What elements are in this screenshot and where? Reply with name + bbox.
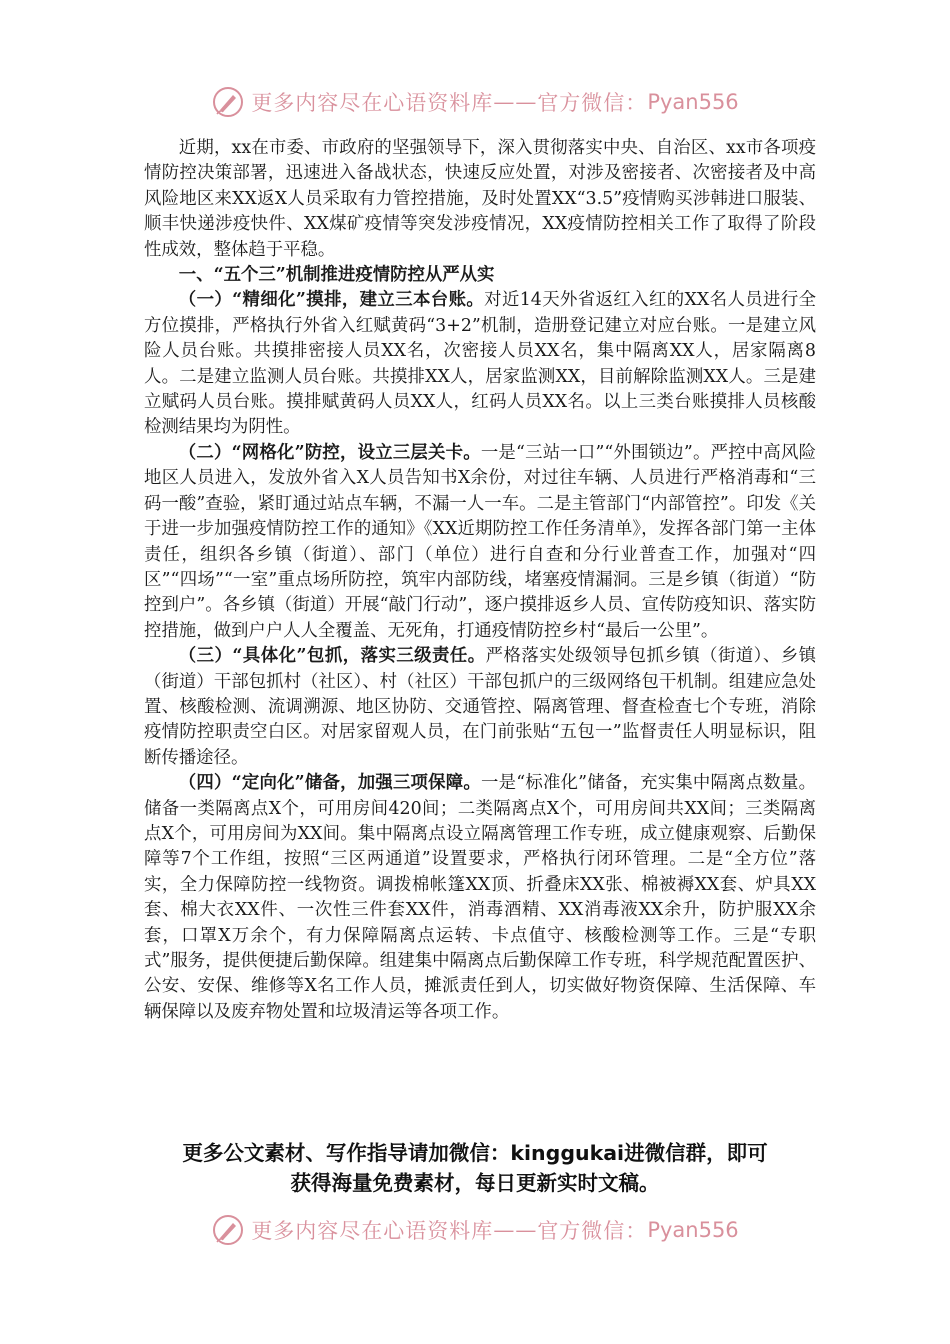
pen-circle-logo-icon bbox=[211, 1213, 245, 1247]
item-lead-1: （一）“精细化”摸排，建立三本台账。 bbox=[178, 290, 485, 311]
pen-circle-logo-icon bbox=[211, 85, 245, 119]
item-paragraph-4 bbox=[144, 771, 816, 1025]
banner-main-text: 更多内容尽在心语资料库 bbox=[251, 1219, 494, 1243]
item-lead-2: （二）“网格化”防控，设立三层关卡。 bbox=[178, 442, 481, 463]
banner-main-text: 更多内容尽在心语资料库 bbox=[251, 91, 494, 115]
item-lead-3: （三）“具体化”包抓，落实三级责任。 bbox=[178, 646, 486, 667]
banner-dash: —— bbox=[493, 1218, 538, 1242]
promo-notice bbox=[120, 1138, 830, 1198]
item-paragraph-1 bbox=[144, 288, 816, 440]
item-paragraph-3 bbox=[144, 644, 816, 771]
section-heading-1: 一、“五个三”机制推进疫情防控从严从实 bbox=[178, 265, 495, 286]
banner-wechat-id: Pyan556 bbox=[647, 90, 739, 114]
item-text-3: 严格落实处级领导包抓乡镇（街道）、乡镇（街道）干部包抓村（社区）、村（社区）干部包抓户的三级网络包干机制。组建应急处置、核酸检测、流调溯源、地区协防、交通管控、隔离管理、督查检查七个专班，消除疫情防控职责空白区。对居家留观人员，在门前张贴“五包一”监督责任人明显标识，阻断传播途径。 bbox=[144, 646, 816, 768]
item-text-4: 一是“标准化”储备，充实集中隔离点数量。储备一类隔离点X个，可用房间420间；二类隔离点X个，可用房间共XX间；三类隔离点X个，可用房间为XX间。集中隔离点设立隔离管理工作专班，成立健康观察、后勤保障等7个工作组，按照“三区两通道”设置要求，严格执行闭环管理。二是“全方位”落实，全力保障防控一线物资。调拨棉帐篷XX顶、折叠床XX张、棉被褥XX套、炉具XX套、棉大衣XX件、一次性三件套XX件，消毒酒精、XX消毒液XX余升，防护服XX余套，口罩X万余个，有力保障隔离点运转、卡点值守、核酸检测等工作。三是“专职式”服务，提供便捷后勤保障。组建集中隔离点后勤保障工作专班，科学规范配置医护、公安、安保、维修等X名工作人员，摊派责任到人，切实做好物资保障、生活保障、车辆保障以及废弃物处置和垃圾清运等各项工作。 bbox=[144, 773, 816, 1022]
banner-dash: —— bbox=[493, 90, 538, 114]
item-text-2: 一是“三站一口”“外围锁边”。严控中高风险地区人员进入，发放外省入X人员告知书X余份，对过往车辆、人员进行严格消毒和“三码一酸”查验，紧盯通过站点车辆，不漏一人一车。二是主管部门“内部管控”。印发《关于进一步加强疫情防控工作的通知》《XX近期防控工作任务清单》，发挥各部门第一主体责任，组织各乡镇（街道）、部门（单位）进行自查和分行业普查工作，加强对“四区”“四场”“一室”重点场所防控，筑牢内部防线，堵塞疫情漏洞。三是乡镇（街道）“防控到户”。各乡镇（街道）开展“敲门行动”，逐户摸排返乡人员、宣传防疫知识、落实防控措施，做到户户人人全覆盖、无死角，打通疫情防控乡村“最后一公里”。 bbox=[144, 442, 816, 641]
item-lead-4: （四）“定向化”储备，加强三项保障。 bbox=[178, 773, 481, 794]
banner-official-label: 官方微信： bbox=[537, 1219, 648, 1243]
banner-wechat-id: Pyan556 bbox=[647, 1218, 739, 1242]
header-watermark-banner bbox=[0, 82, 950, 122]
item-text-1: 对近14天外省返红入红的XX名人员进行全方位摸排，严格执行外省入红赋黄码“3+2”机制，造册登记建立对应台账。一是建立风险人员台账。共摸排密接人员XX名，次密接人员XX名，集中隔离XX人，居家隔离8人。二是建立监测人员台账。共摸排XX人，居家监测XX，目前解除监测XX人。三是建立赋码人员台账。摸排赋黄码人员XX人，红码人员XX名。以上三类台账摸排人员核酸检测结果均为阴性。 bbox=[144, 290, 816, 438]
banner-official-label: 官方微信： bbox=[537, 91, 648, 115]
promo-line-2: 获得海量免费素材，每日更新实时文稿。 bbox=[290, 1171, 660, 1195]
footer-watermark-banner bbox=[0, 1210, 950, 1250]
intro-paragraph: 近期，xx在市委、市政府的坚强领导下，深入贯彻落实中央、自治区、xx市各项疫情防控决策部署，迅速进入备战状态，快速反应处置，对涉及密接者、次密接者及中高风险地区来XX返X人员采取有力管控措施，及时处置XX“3.5”疫情购买涉韩进口服装、顺丰快递涉疫快件、XX煤矿疫情等突发涉疫情况，XX疫情防控相关工作了取得了阶段性成效，整体趋于平稳。 bbox=[144, 138, 816, 260]
document-body bbox=[144, 136, 816, 1025]
promo-line-1: 更多公文素材、写作指导请加微信：kinggukai进微信群，即可 bbox=[182, 1141, 768, 1165]
item-paragraph-2 bbox=[144, 441, 816, 644]
